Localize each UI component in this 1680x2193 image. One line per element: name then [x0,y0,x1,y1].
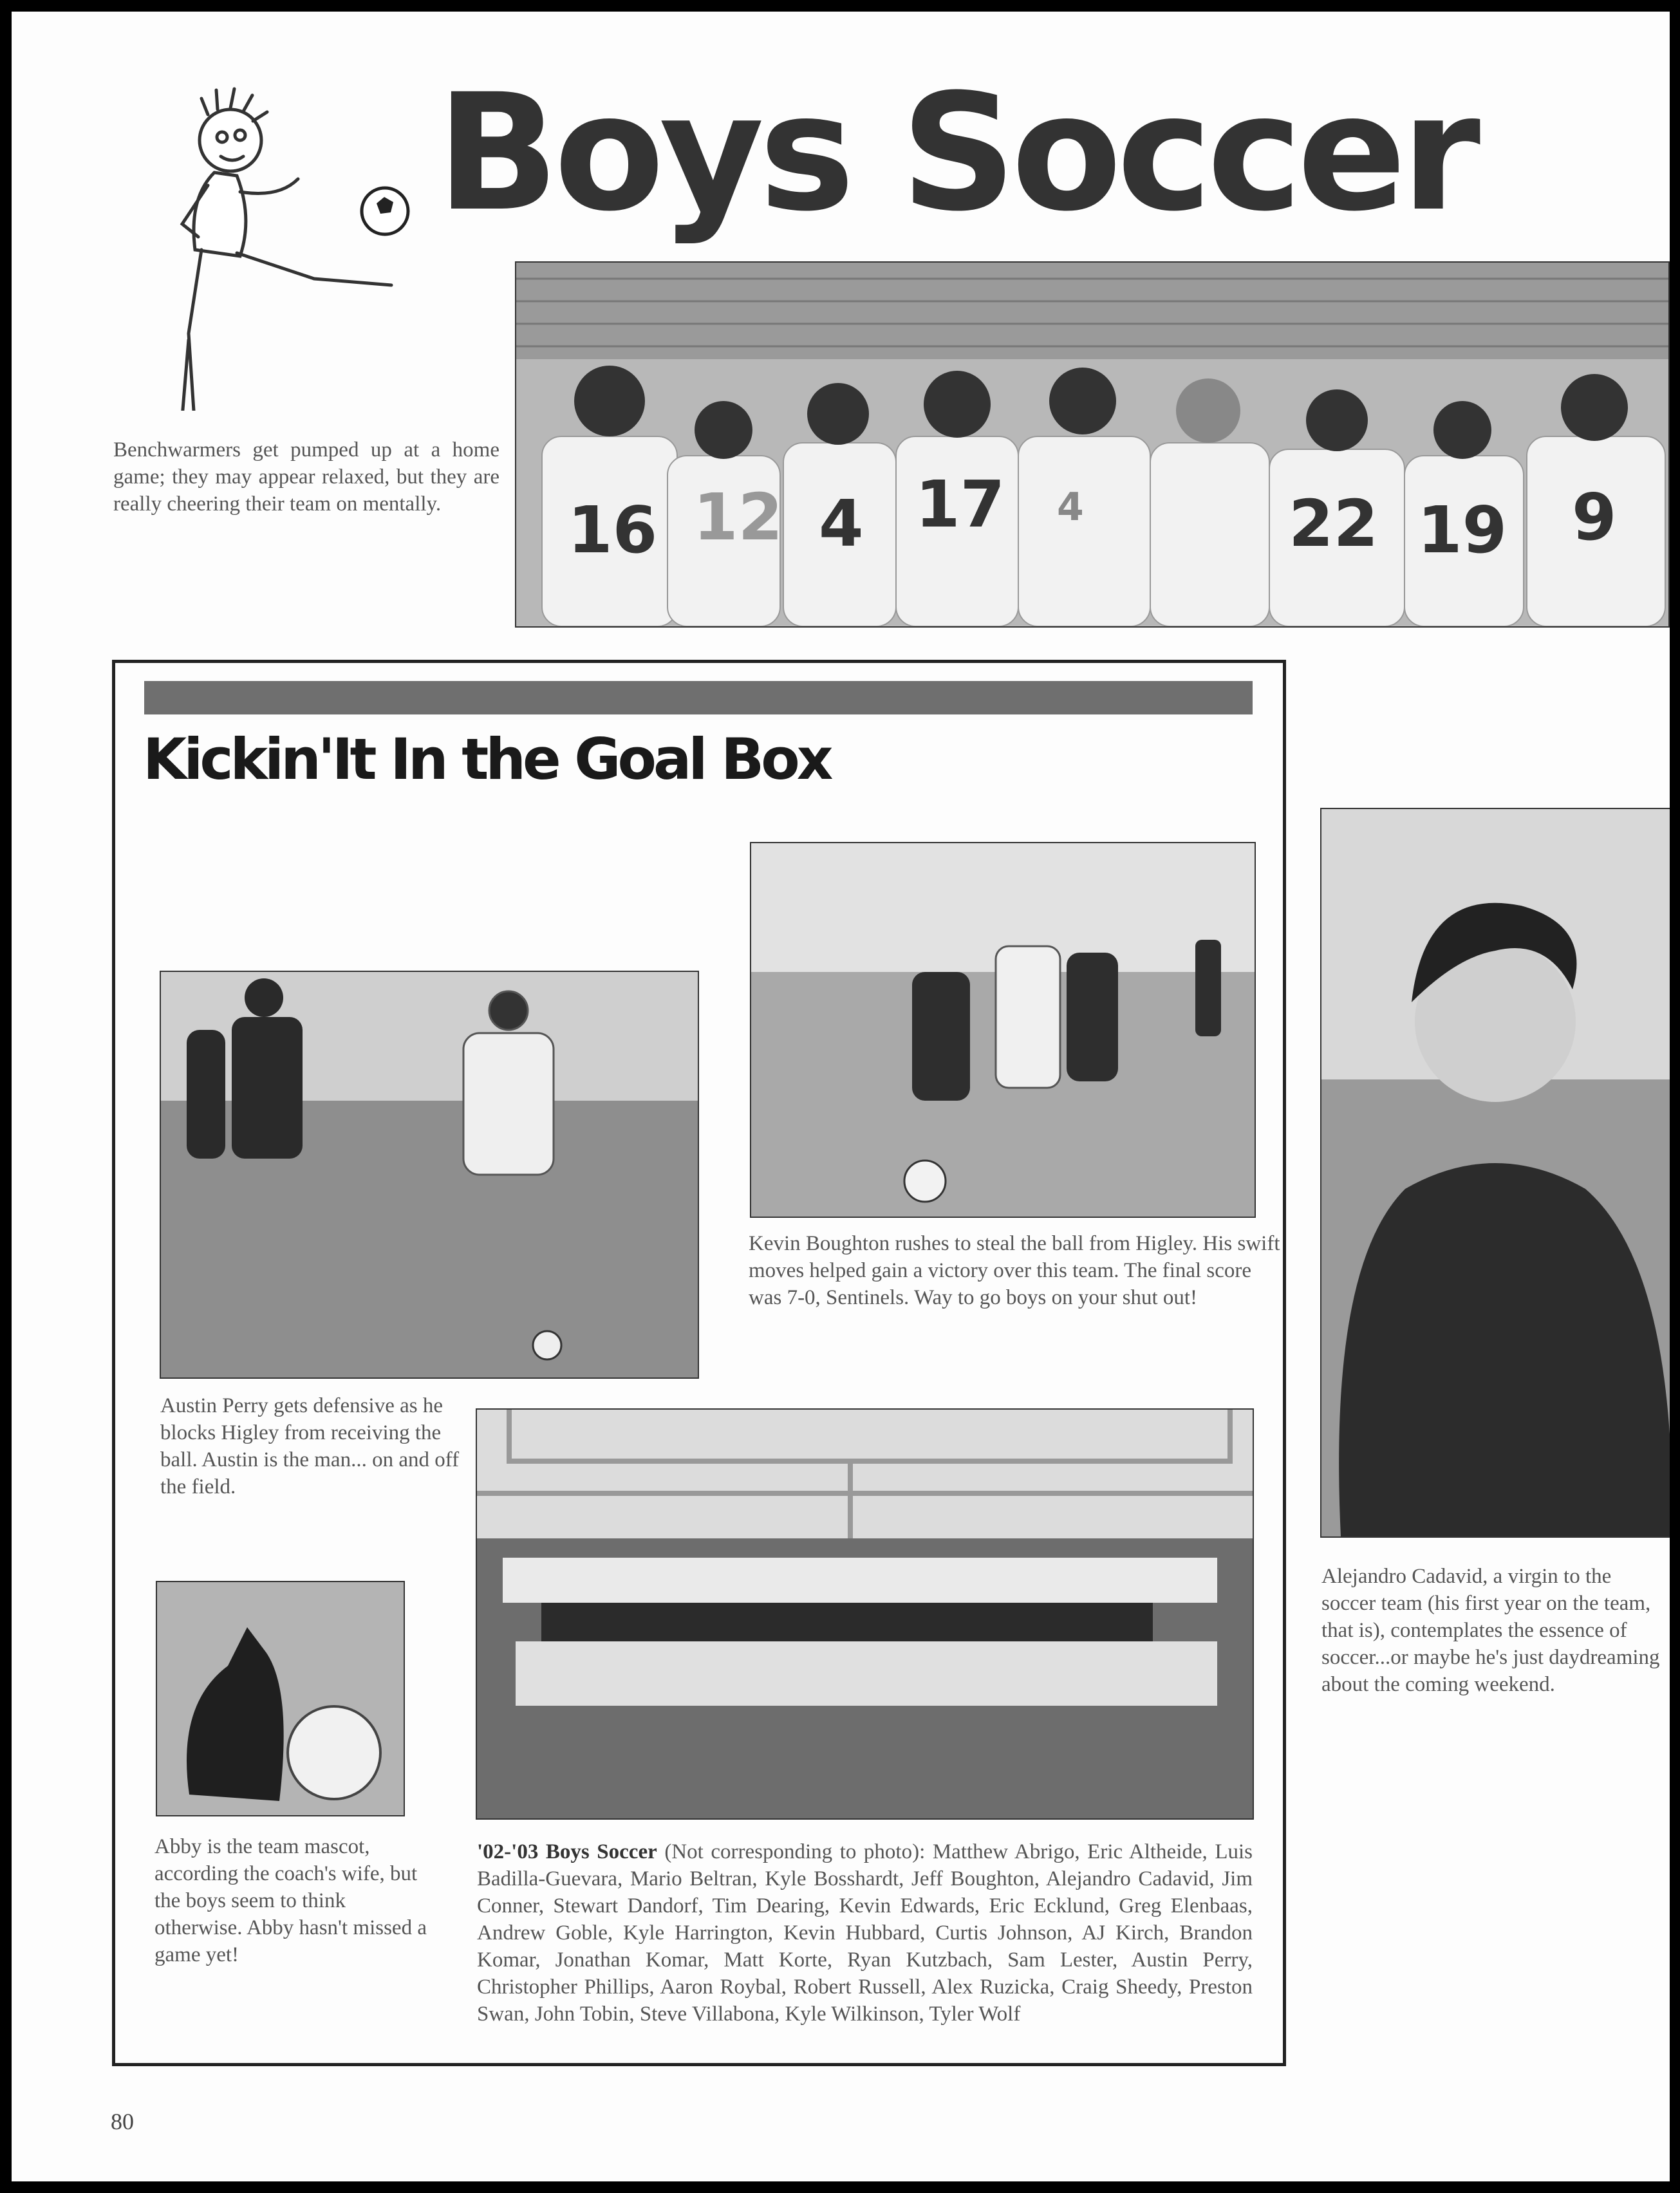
abby-caption: Abby is the team mascot, according the coach's wife, but the boys seem to think otherwise. Abby hasn't missed a game yet! [154,1835,427,1966]
roster-names: Matthew Abrigo, Eric Altheide, Luis Badilla-Guevara, Mario Beltran, Kyle Bosshardt, Jeff Boughton, Alejandro Cadavid, Jim Conner, Stewart Dandorf, Tim Dearing, Kevin Edwards, Eric Ecklund, Greg Elenbaas, Andrew Goble, Kyle Harrington, Kevin Hubbard, Curtis Johnson, AJ Kirch, Brandon Komar, Jonathan Komar, Matt Korte, Ryan Kutzbach, Sam Lester, Austin Perry, Christopher Phillips, Aaron Roybal, Robert Russell, Alex Ruzicka, Craig Sheedy, Preston Swan, John Tobin, Steve Villabona, Kyle Wilkinson, Tyler Wolf [477,1840,1253,2026]
austin-caption: Austin Perry gets defensive as he blocks Higley from receiving the ball. Austin is the man... on and off the field. [160,1394,460,1498]
yearbook-page [12,12,1670,2181]
jersey-number: 4 [819,486,864,561]
portrait-illustration [1321,809,1670,1536]
roster-label: '02-'03 Boys Soccer [477,1840,657,1863]
roster-note: (Not corresponding to photo): [664,1840,926,1863]
bench-players-illustration [516,263,1668,626]
alejandro-cadavid-photo [1320,808,1670,1538]
jersey-number: 19 [1417,492,1507,568]
soccer-ball-icon [288,1706,380,1799]
abby-mascot-photo [156,1581,405,1816]
cartoon-kicker-illustration [150,82,420,411]
jersey-number: 22 [1289,486,1379,561]
alejandro-caption: Alejandro Cadavid, a virgin to the soccer team (his first year on the team, that is), contemplates the essence of soccer...or maybe he's just daydreaming about the coming weekend. [1321,1565,1660,1696]
austin-perry-photo [160,971,699,1379]
team-lineup-illustration [477,1410,1253,1818]
page-title-text: Boys Soccer [436,59,1476,247]
header-band [144,681,1253,714]
soccer-ball-icon [533,1331,561,1359]
jersey-number: 12 [693,480,783,555]
jersey-number: 9 [1572,480,1617,555]
kevin-caption: Kevin Boughton rushes to steal the ball from Higley. His swift moves helped gain a victory over this team. The final score was 7-0, Sentinels. Way to go boys on your shut out! [749,1232,1280,1309]
jersey-number: 16 [568,492,658,568]
team-roster [477,1838,1253,2028]
players-action-illustration [161,972,698,1377]
team-photo [476,1408,1254,1820]
page-title [436,59,1476,247]
benchwarmers-caption: Benchwarmers get pumped up at a home game; they may appear relaxed, but they are really cheering their team on mentally. [113,438,499,516]
section-heading: Kickin'It In the Goal Box [143,726,830,792]
page-number: 80 [111,2109,134,2134]
jersey-number: 17 [915,467,1005,542]
jersey-number: 4 [1057,485,1084,530]
kevin-boughton-photo [750,842,1256,1218]
benchwarmers-photo [515,261,1670,628]
players-chase-illustration [751,843,1255,1217]
soccer-ball-icon [904,1161,946,1202]
dog-and-ball-illustration [157,1582,404,1815]
